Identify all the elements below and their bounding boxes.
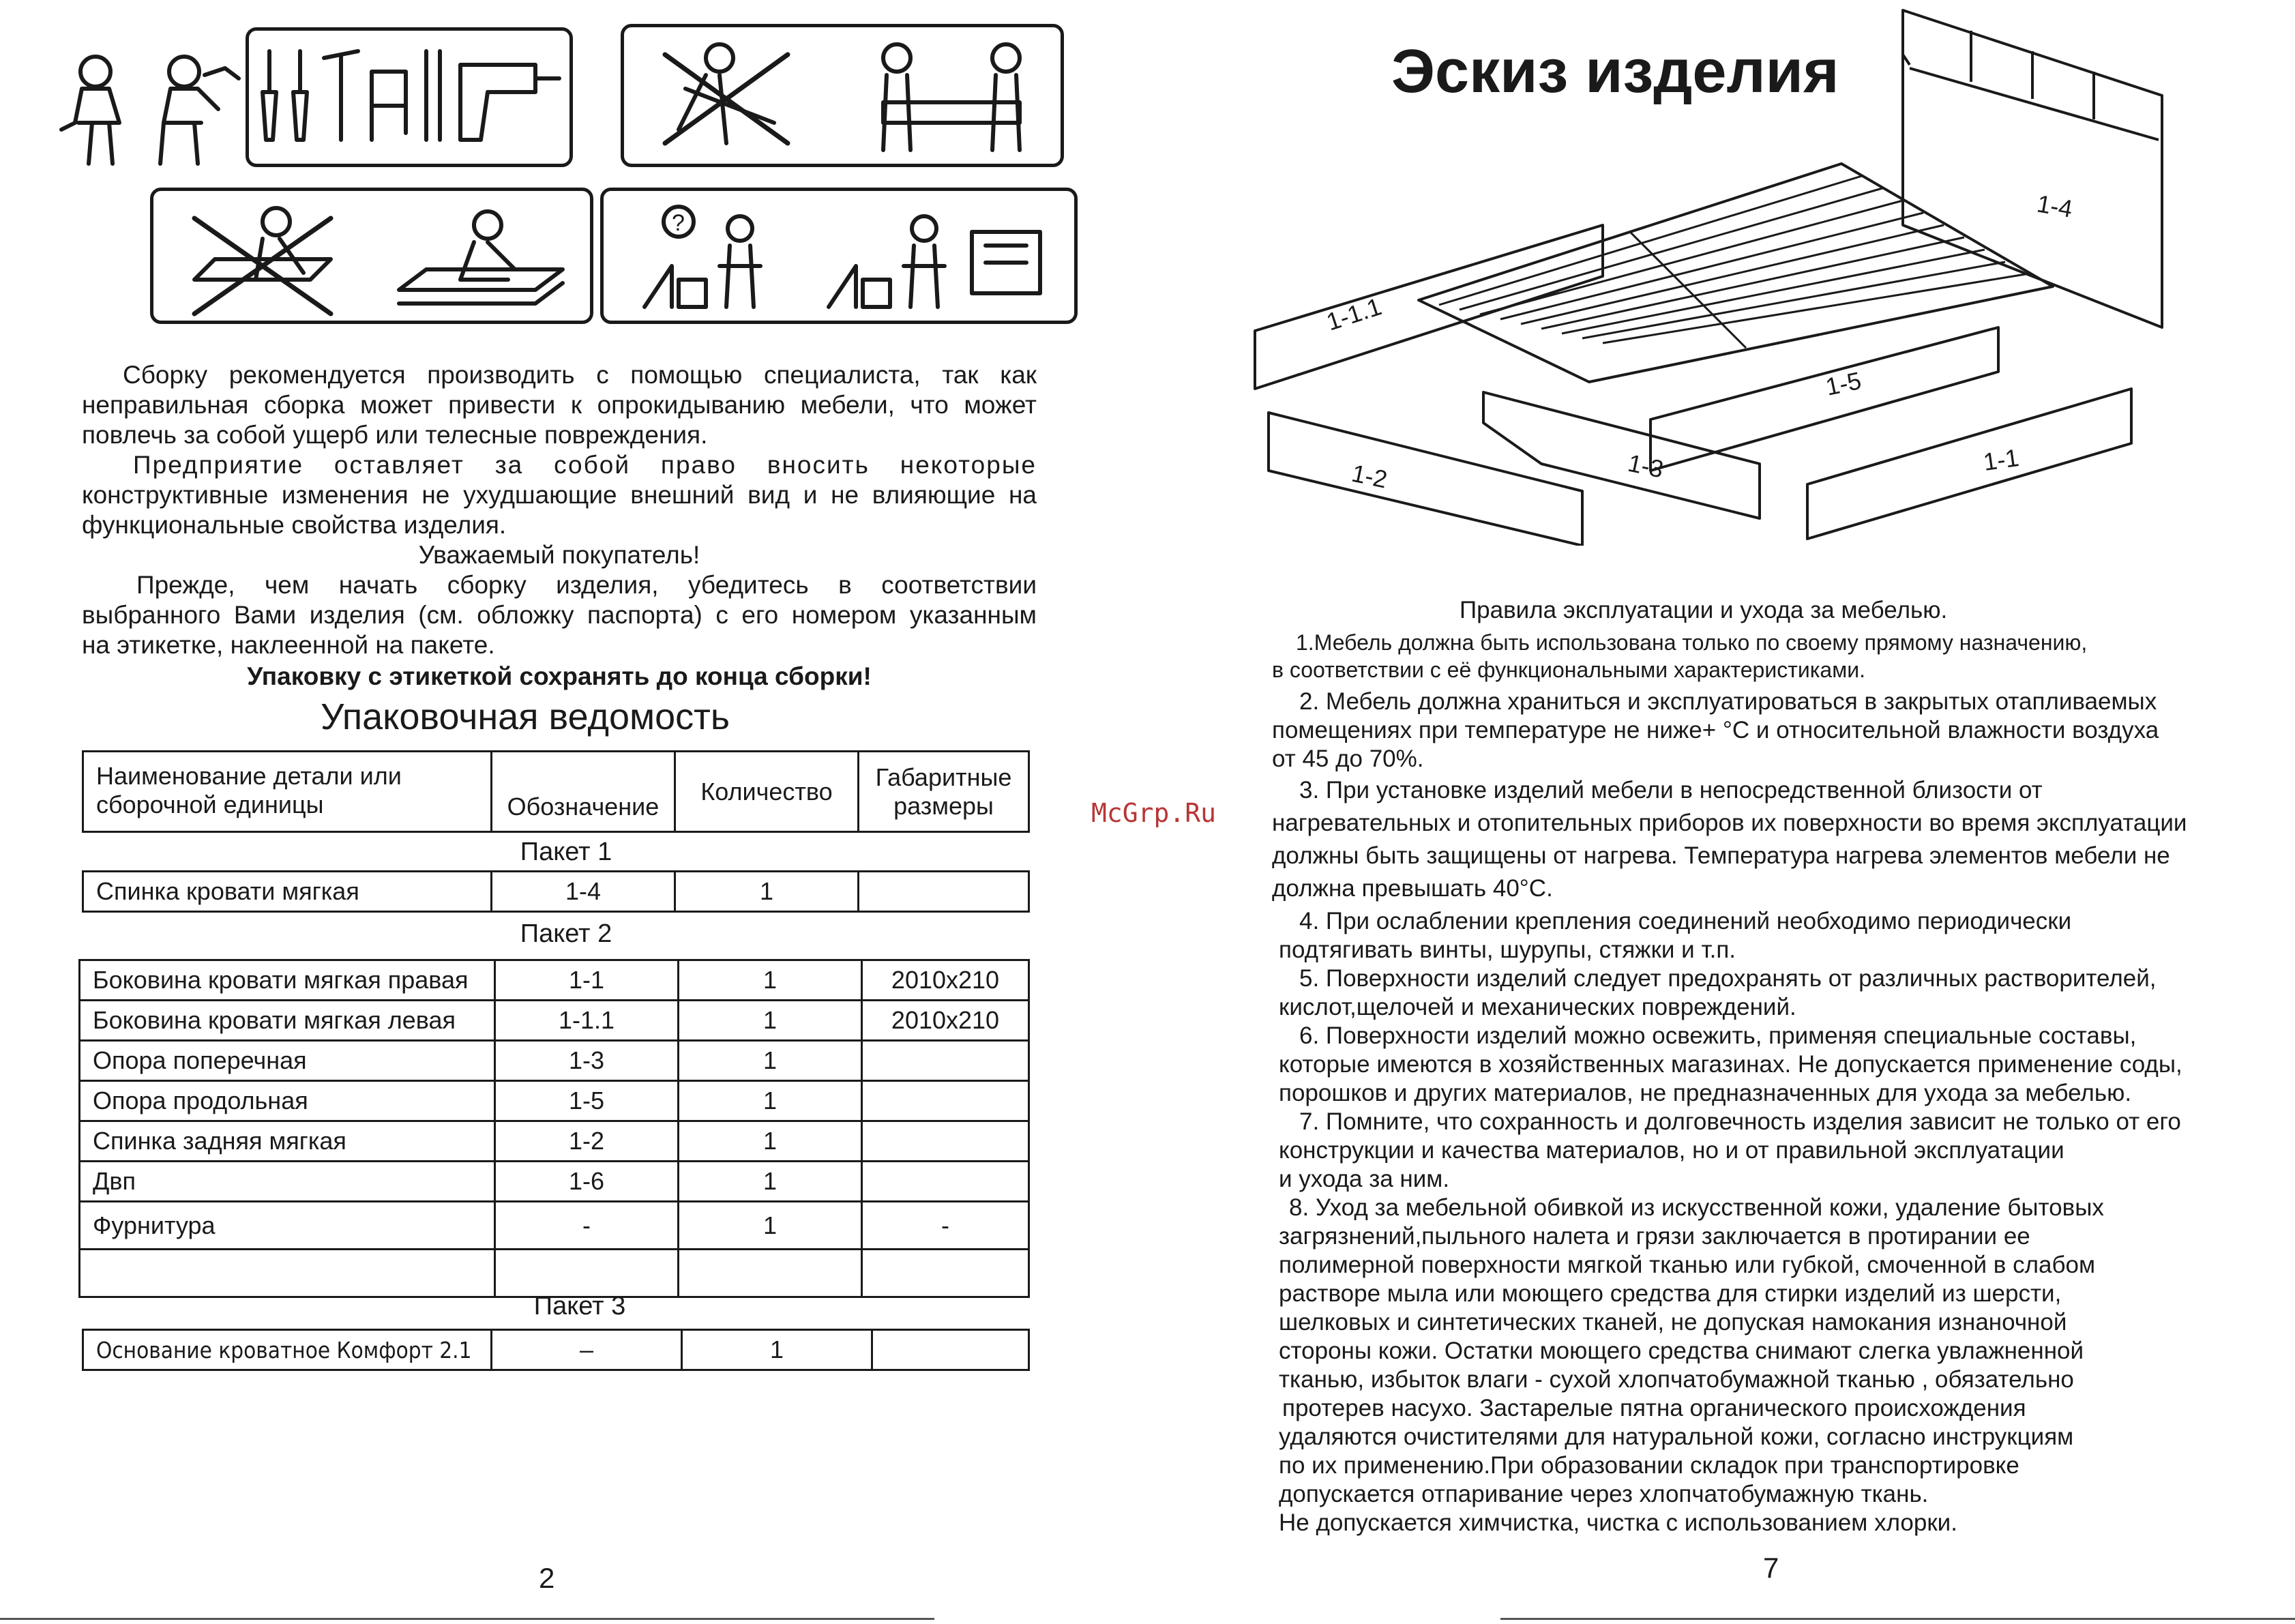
table-row	[80, 1162, 1029, 1202]
help-icon	[604, 191, 1074, 321]
rule-line: допускается отпаривание через хлопчатобумажную ткань.	[1279, 1481, 1929, 1507]
rule-line: 7. Помните, что сохранность и долговечность изделия зависит не только от его	[1299, 1108, 2181, 1135]
header-name: Наименование детали или сборочной единицы	[83, 752, 492, 832]
floor-protection-icon	[153, 191, 590, 321]
intro-line-2: неправильная сборка может привести к опрокидыванию мебели, что может	[82, 391, 1037, 419]
row-dimensions	[872, 1330, 1029, 1370]
row-name: Опора поперечная	[80, 1041, 495, 1081]
row-dimensions	[862, 1121, 1029, 1162]
row-name: Основание кроватное Комфорт 2.1	[83, 1330, 492, 1370]
bottom-rule	[0, 1618, 934, 1620]
row-quantity: 1	[675, 872, 859, 912]
rule-line: порошков и других материалов, не предназначенных для ухода за мебелью.	[1279, 1080, 2132, 1106]
label-1-4: 1-4	[2034, 189, 2075, 223]
row-name: Двп	[80, 1162, 495, 1202]
row-designation: 1-5	[495, 1081, 679, 1121]
sketch-title: Эскиз изделия	[1391, 38, 1839, 106]
table-row	[83, 872, 1029, 912]
pictogram-help	[600, 188, 1078, 324]
rules-title: Правила эксплуатации и ухода за мебелью.	[1460, 597, 1948, 623]
intro-line-4: Предприятие оставляет за собой право вносить некоторые	[133, 451, 1037, 479]
rules-list	[1272, 629, 2240, 1537]
label-1-3: 1-3	[1625, 448, 1666, 484]
package-2-label: Пакет 2	[520, 919, 612, 948]
rule-line: подтягивать винты, шурупы, стяжки и т.п.	[1279, 936, 1736, 963]
rule-line: в соответствии с её функциональными характеристиками.	[1272, 658, 1865, 682]
package-3-table	[82, 1329, 1030, 1371]
rule-line: кислот,щелочей и механических повреждений.	[1279, 994, 1796, 1020]
two-person-carry-icon	[624, 27, 1061, 164]
rule-line: стороны кожи. Остатки моющего средства снимают слегка увлажненной	[1279, 1338, 2084, 1364]
back-panel	[1269, 413, 1582, 546]
row-name	[80, 1250, 495, 1297]
intro-line-5: конструктивные изменения не ухудшающие внешний вид и не влияющие на	[82, 481, 1037, 509]
rule-line: тканью, избыток влаги - сухой хлопчатобумажной тканью , обязательно	[1279, 1366, 2074, 1393]
packing-table-header	[82, 750, 1030, 833]
label-1-1: 1-1	[1981, 443, 2021, 476]
bottom-rule-right	[1500, 1618, 2295, 1620]
rule-line: 8. Уход за мебельной обивкой из искусственной кожи, удаление бытовых	[1289, 1194, 2104, 1221]
row-designation: 1-2	[495, 1121, 679, 1162]
intro-line-10: на этикетке, наклеенной на пакете.	[82, 631, 495, 659]
row-designation: 1-4	[492, 872, 675, 912]
row-designation	[495, 1250, 679, 1297]
rule-line: по их применению.При образовании складок при транспортировке	[1279, 1452, 2019, 1479]
keep-packaging-note: Упаковку с этикеткой сохранять до конца сборки!	[247, 662, 872, 690]
rule-line: загрязнений,пыльного налета и грязи заключается в протирании ее	[1279, 1223, 2030, 1250]
intro-line-3: повлечь за собой ущерб или телесные повреждения.	[82, 421, 708, 449]
row-dimensions	[859, 872, 1029, 912]
right-page-number: 7	[1763, 1552, 1779, 1584]
label-1-1-1: 1-1.1	[1322, 292, 1385, 336]
label-1-5: 1-5	[1823, 366, 1864, 401]
row-quantity: 1	[679, 1081, 862, 1121]
rule-line: растворе мыла или моющего средства для стирки изделий из шерсти,	[1279, 1280, 2062, 1307]
rule-line: должны быть защищены от нагрева. Температура нагрева элементов мебели не	[1272, 842, 2170, 869]
table-row	[80, 1001, 1029, 1041]
table-row	[83, 1330, 1029, 1370]
rule-line: 1.Мебель должна быть использована только по своему прямому назначению,	[1296, 630, 2088, 655]
row-quantity: 1	[682, 1330, 872, 1370]
rule-line: конструкции и качества материалов, но и от правильной эксплуатации	[1279, 1137, 2064, 1164]
row-quantity: 1	[679, 1202, 862, 1250]
row-name: Опора продольная	[80, 1081, 495, 1121]
row-quantity: 1	[679, 960, 862, 1001]
table-row	[80, 960, 1029, 1001]
rule-line: от 45 до 70%.	[1272, 745, 1424, 772]
rule-line: полимерной поверхности мягкой тканью или губкой, смоченной в слабом	[1279, 1252, 2096, 1278]
row-name: Спинка задняя мягкая	[80, 1121, 495, 1162]
row-quantity: 1	[679, 1162, 862, 1202]
row-designation: 1-1.1	[495, 1001, 679, 1041]
table-row	[80, 1250, 1029, 1297]
watermark: McGrp.Ru	[1091, 798, 1217, 828]
intro-line-6: функциональные свойства изделия.	[82, 511, 507, 539]
row-dimensions	[862, 1162, 1029, 1202]
rule-line: удаляются очистителями для натуральной кожи, согласно инструкциям	[1279, 1423, 2074, 1450]
rule-line: 3. При установке изделий мебели в непосредственной близости от	[1299, 777, 2043, 803]
rule-line: 2. Мебель должна храниться и эксплуатироваться в закрытых отапливаемых	[1299, 688, 2157, 715]
svg-text:?: ?	[672, 210, 685, 236]
header-designation: Обозначение	[492, 752, 675, 832]
rule-line: помещениях при температуре не ниже+ °С и относительной влажности воздуха	[1272, 717, 2159, 743]
intro-line-1: Сборку рекомендуется производить с помощью специалиста, так как	[123, 361, 1037, 389]
intro-line-9: выбранного Вами изделия (см. обложку паспорта) с его номером указанным	[82, 601, 1037, 629]
pictogram-floor-protection	[150, 188, 593, 324]
row-dimensions: -	[862, 1202, 1029, 1250]
header-quantity: Количество	[675, 752, 859, 832]
pictogram-two-person-carry	[621, 24, 1064, 167]
row-name: Фурнитура	[80, 1202, 495, 1250]
two-people-icon	[55, 48, 246, 167]
pictogram-two-people	[55, 48, 246, 167]
rule-line: Не допускается химчистка, чистка с использованием хлорки.	[1279, 1509, 1957, 1536]
package-1-label: Пакет 1	[520, 838, 612, 866]
row-name: Спинка кровати мягкая	[83, 872, 492, 912]
row-quantity: 1	[679, 1041, 862, 1081]
row-designation: 1-1	[495, 960, 679, 1001]
row-dimensions: 2010x210	[862, 960, 1029, 1001]
rule-line: которые имеются в хозяйственных магазинах. Не допускается применение соды,	[1279, 1051, 2182, 1078]
rule-line: шелковых и синтетических тканей, не допуская намокания изнаночной	[1279, 1309, 2067, 1335]
greeting: Уважаемый покупатель!	[418, 541, 700, 569]
row-quantity	[679, 1250, 862, 1297]
left-page-number: 2	[539, 1562, 555, 1594]
package-3-label: Пакет 3	[533, 1292, 626, 1320]
package-2-table	[78, 959, 1030, 1298]
table-row	[80, 1121, 1029, 1162]
table-row	[80, 1202, 1029, 1250]
rule-line: 6. Поверхности изделий можно освежить, применяя специальные составы,	[1299, 1022, 2137, 1049]
rule-line: должна превышать 40°С.	[1272, 875, 1553, 902]
row-dimensions	[862, 1250, 1029, 1297]
rule-line: 5. Поверхности изделий следует предохранять от различных растворителей,	[1299, 965, 2157, 992]
rule-line: 4. При ослаблении крепления соединений необходимо периодически	[1299, 908, 2072, 934]
table-row	[80, 1081, 1029, 1121]
row-designation: –	[492, 1330, 682, 1370]
table-row	[80, 1041, 1029, 1081]
row-name: Боковина кровати мягкая правая	[80, 960, 495, 1001]
rule-line: нагревательных и отопительных приборов их поверхности во время эксплуатации	[1272, 810, 2187, 836]
package-1-table	[82, 870, 1030, 913]
intro-line-8: Прежде, чем начать сборку изделия, убедитесь в соответствии	[136, 571, 1037, 599]
row-quantity: 1	[679, 1001, 862, 1041]
packing-list-title: Упаковочная ведомость	[320, 696, 730, 737]
rule-line: и ухода за ним.	[1279, 1166, 1450, 1192]
pictogram-tools	[246, 27, 573, 167]
label-1-2: 1-2	[1349, 458, 1390, 494]
row-dimensions	[862, 1041, 1029, 1081]
row-quantity: 1	[679, 1121, 862, 1162]
bed-sketch	[1228, 0, 2285, 546]
row-dimensions: 2010x210	[862, 1001, 1029, 1041]
rule-line: протерев насухо. Застарелые пятна органического происхождения	[1282, 1395, 2026, 1421]
tools-icon	[249, 31, 569, 164]
header-dimensions: Габаритные размеры	[859, 752, 1029, 832]
row-name: Боковина кровати мягкая левая	[80, 1001, 495, 1041]
row-designation: 1-6	[495, 1162, 679, 1202]
row-designation: 1-3	[495, 1041, 679, 1081]
row-designation: -	[495, 1202, 679, 1250]
cross-support	[1483, 392, 1760, 518]
row-dimensions	[862, 1081, 1029, 1121]
